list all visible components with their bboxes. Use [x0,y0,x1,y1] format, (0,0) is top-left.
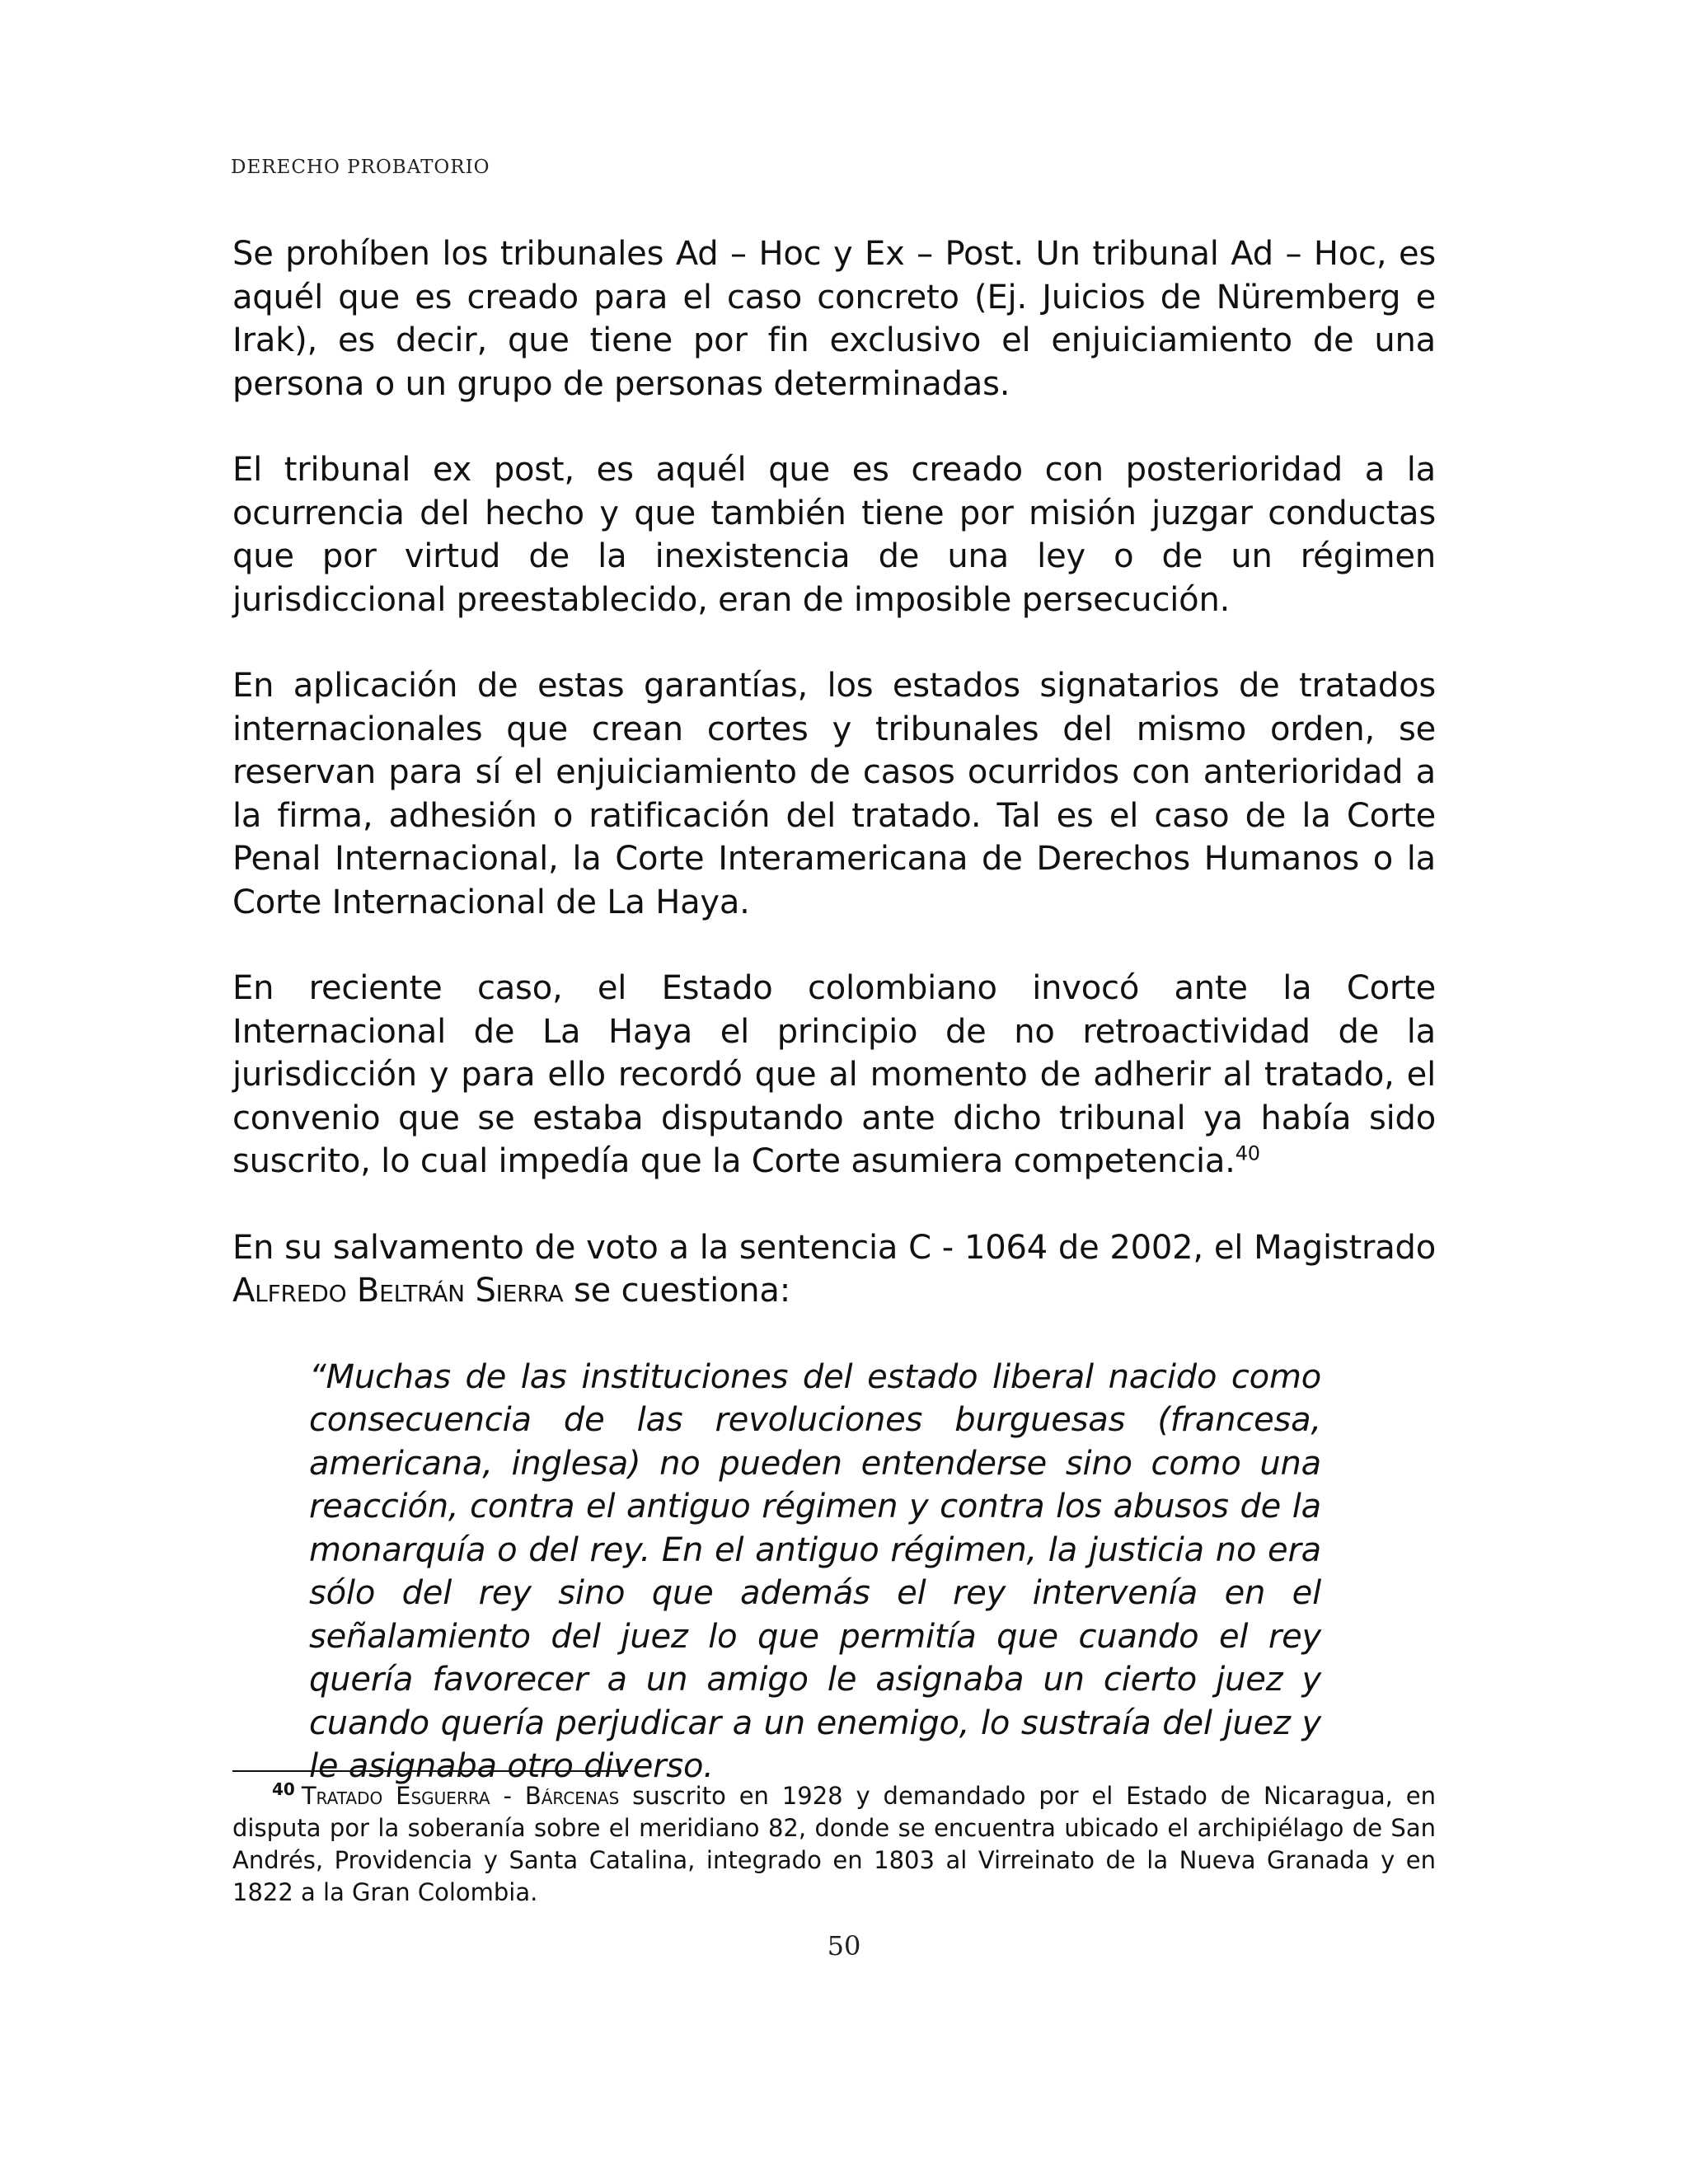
footnote-divider [232,1770,628,1772]
footnote-number: 40 [272,1779,295,1800]
footnote-title: Tratado Esguerra - Bárcenas [301,1782,620,1810]
paragraph-2: El tribunal ex post, es aquél que es creado con posterioridad a la ocurrencia del hecho y que también tiene por misión juzgar conductas que por virtud de la inexistencia de una ley o de un régimen jurisdiccional preestablecido, eran de imposible persecución. [232,451,1436,619]
paragraph-5-tail: se cuestiona: [563,1272,790,1310]
paragraph-3: En aplicación de estas garantías, los estados signatarios de tratados internacionales que crean cortes y tribunales del mismo orden, se reservan para sí el enjuiciamiento de casos ocurridos con anterioridad a la firma, adhesión o ratificación del tratado. Tal es el caso de la Corte Penal Internacional, la Corte Interamericana de Derechos Humanos o la Corte Internacional de La Haya. [232,667,1436,921]
footnote-reference[interactable]: 40 [1235,1141,1260,1165]
body-text [232,232,1436,1788]
page-number: 50 [827,1930,861,1961]
magistrate-name: Alfredo Beltrán Sierra [232,1272,564,1310]
paragraph-5-lead: En su salvamento de voto a la sentencia C - 1064 de 2002, el Magistrado [232,1228,1436,1267]
paragraph-4 [232,967,1436,1183]
running-header: DERECHO PROBATORIO [231,157,490,178]
paragraph-1: Se prohíben los tribunales Ad – Hoc y Ex – Post. Un tribunal Ad – Hoc, es aquél que es creado para el caso concreto (Ej. Juicios de Nüremberg e Irak), es decir, que tiene por fin exclusivo el enjuiciamiento de una persona o un grupo de personas determinadas. [232,235,1436,403]
footnote [232,1780,1436,1909]
paragraph-4-text: En reciente caso, el Estado colombiano invocó ante la Corte Internacional de La Haya el principio de no retroactividad de la jurisdicción y para ello recordó que al momento de adherir al tratado, el convenio que se estaba disputando ante dicho tribunal ya había sido suscrito, lo cual impedía que la Corte asumiera competencia. [232,969,1436,1180]
paragraph-5 [232,1226,1436,1313]
block-quote: “Muchas de las instituciones del estado liberal nacido como consecuencia de las revoluciones burguesas (francesa, americana, inglesa) no pueden entenderse sino como una reacción, contra el antiguo régimen y contra los abusos de la monarquía o del rey. En el antiguo régimen, la justicia no era sólo del rey sino que además el rey intervenía en el señalamiento del juez lo que permitía que cuando el rey quería favorecer a un amigo le asignaba un cierto juez y cuando quería perjudicar a un enemigo, lo sustraía del juez y le asignaba otro diverso. [309,1357,1321,1785]
footnote-text: suscrito en 1928 y demandado por el Estado de Nicaragua, en disputa por la soberanía sobre el meridiano 82, donde se encuentra ubicado el archipiélago de San Andrés, Providencia y Santa Catalina, integrado en 1803 al Virreinato de la Nueva Granada y en 1822 a la Gran Colombia. [232,1782,1436,1906]
